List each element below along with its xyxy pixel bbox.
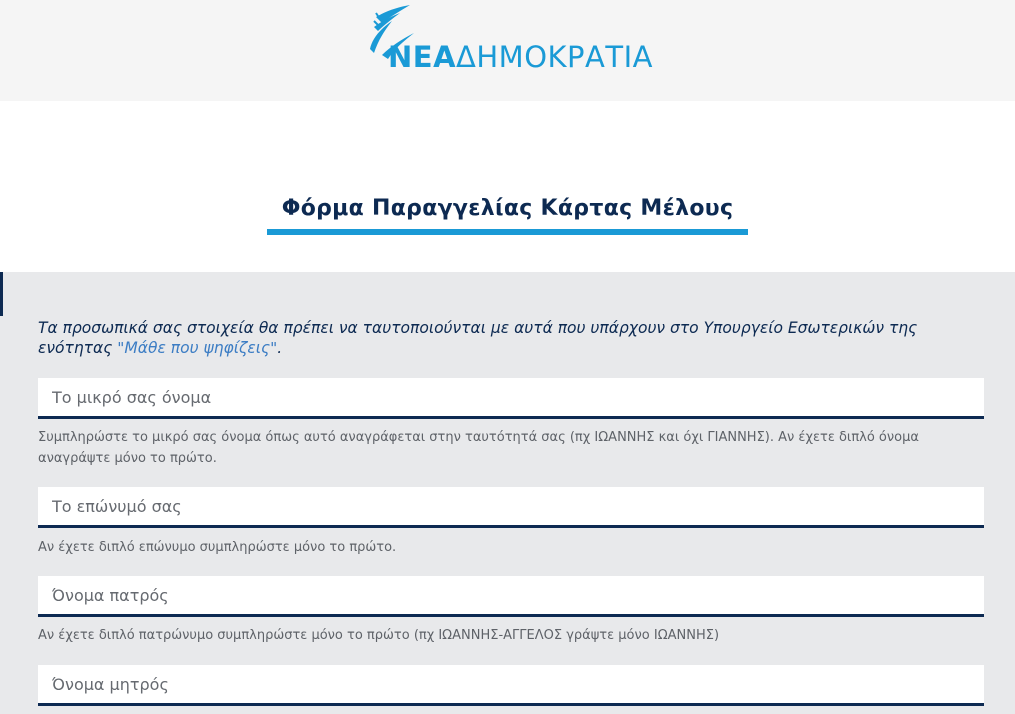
page-title: Φόρμα Παραγγελίας Κάρτας Μέλους	[267, 196, 748, 235]
intro-suffix: .	[277, 339, 283, 357]
mother-name-input[interactable]	[38, 665, 984, 703]
last-name-help: Αν έχετε διπλό επώνυμο συμπληρώστε μόνο το πρώτο.	[38, 540, 397, 555]
intro-body: Τα προσωπικά σας στοιχεία θα πρέπει να ταυτοποιούνται με αυτά που υπάρχουν στο Υπουργείο Εσωτερικών της ενότητας	[38, 319, 918, 357]
father-name-input[interactable]	[38, 576, 984, 614]
logo-text-thin: ΔΗΜΟΚΡΑΤΙΑ	[456, 40, 653, 74]
last-name-input[interactable]	[38, 487, 984, 525]
mother-name-field[interactable]	[38, 665, 984, 706]
last-name-field[interactable]	[38, 487, 984, 528]
intro-text	[38, 318, 988, 358]
first-name-input[interactable]	[38, 378, 984, 416]
where-you-vote-link[interactable]: "Μάθε που ψηφίζεις"	[117, 339, 278, 357]
panel-marker	[0, 272, 3, 316]
page-title-wrap	[0, 196, 1015, 235]
first-name-help: Συμπληρώστε το μικρό σας όνομα όπως αυτό αναγράφεται στην ταυτότητά σας (πχ ΙΩΑΝΝΗΣ και όχι ΓΙΑΝΝΗΣ). Αν έχετε διπλό όνομα αναγράψτε μόνο το πρώτο.	[38, 430, 919, 466]
first-name-field[interactable]	[38, 378, 984, 419]
nea-dimokratia-logo[interactable]	[362, 5, 653, 75]
father-name-field[interactable]	[38, 576, 984, 617]
father-name-help: Αν έχετε διπλό πατρώνυμο συμπληρώστε μόνο το πρώτο (πχ ΙΩΑΝΝΗΣ-ΑΓΓΕΛΟΣ γράψτε μόνο ΙΩΑΝΝΗΣ)	[38, 628, 720, 643]
site-header	[0, 0, 1015, 101]
logo-wordmark	[388, 40, 653, 74]
logo-text-bold: ΝΕΑ	[388, 40, 457, 74]
